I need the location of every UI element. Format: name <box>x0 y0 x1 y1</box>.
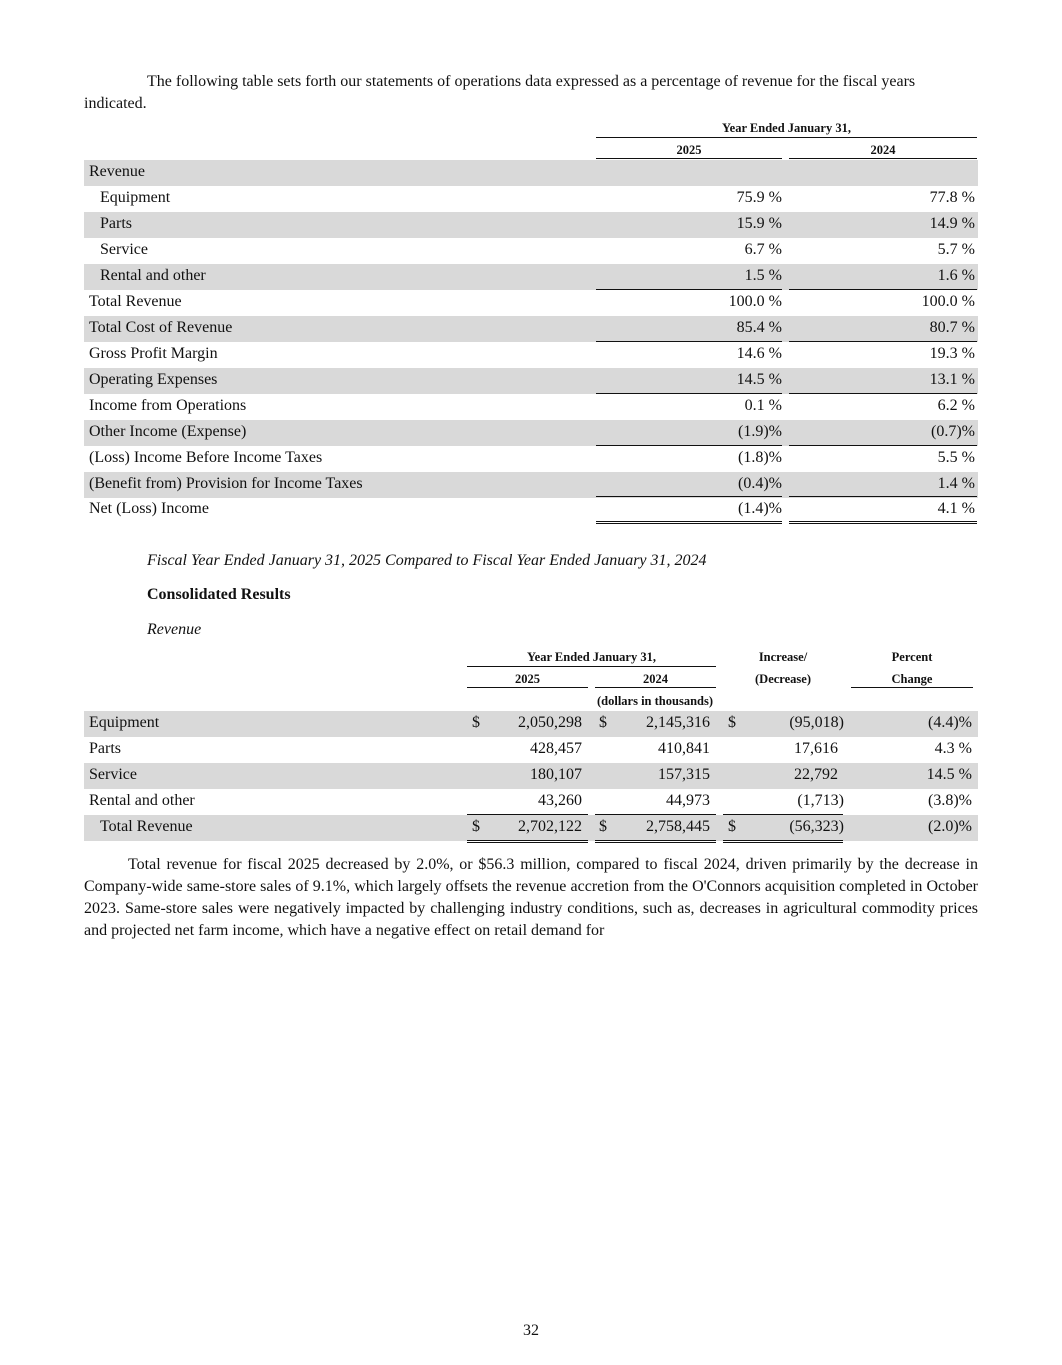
row-label: Total Revenue <box>100 818 193 835</box>
value-change: 22,792 <box>794 766 838 783</box>
table-row <box>84 368 978 394</box>
table1-header-rule <box>596 137 977 138</box>
row-label: Operating Expenses <box>89 371 218 388</box>
value-2025: 180,107 <box>530 766 582 783</box>
table-row <box>84 290 978 316</box>
table2-col-2025: 2025 <box>515 672 540 686</box>
value-2025: (1.8)% <box>738 449 782 466</box>
value-2024: 4.1 % <box>937 500 975 517</box>
value-2024: 6.2 % <box>937 397 975 414</box>
value-2025: 43,260 <box>538 792 582 809</box>
value-2025: 75.9 % <box>736 189 782 206</box>
page-number: 32 <box>523 1322 539 1339</box>
currency-symbol: $ <box>599 818 607 835</box>
subsubsection-title: Revenue <box>147 621 202 638</box>
table-row <box>84 316 978 342</box>
value-2025: 14.6 % <box>736 345 782 362</box>
row-label: Rental and other <box>100 267 206 284</box>
table-row <box>84 212 978 238</box>
table-row <box>84 711 978 737</box>
table1-col-2024: 2024 <box>870 143 896 157</box>
table-row <box>84 737 978 763</box>
currency-symbol: $ <box>472 818 480 835</box>
total-double-rule <box>789 521 977 524</box>
currency-symbol: $ <box>599 714 607 731</box>
table1-col2-rule <box>789 158 977 159</box>
table2-col-rule <box>467 687 588 688</box>
table-row <box>84 394 978 420</box>
value-2025: (1.9)% <box>738 423 782 440</box>
table-row <box>84 763 978 789</box>
currency-symbol: $ <box>728 714 736 731</box>
table1-col1-rule <box>596 158 782 159</box>
intro-paragraph: The following table sets forth our statements of operations data expressed as a percentage of revenue for the fiscal years indicated. <box>84 73 916 112</box>
row-label: (Benefit from) Provision for Income Taxes <box>89 475 363 492</box>
total-double-rule <box>596 521 782 524</box>
row-label: Gross Profit Margin <box>89 345 218 362</box>
value-2025: 14.5 % <box>736 371 782 388</box>
table-row <box>84 186 978 212</box>
table-row <box>84 446 978 472</box>
value-2024: 5.7 % <box>937 241 975 258</box>
currency-symbol: $ <box>728 818 736 835</box>
value-2025: 2,702,122 <box>518 818 582 835</box>
table-row <box>84 264 978 290</box>
row-label: Service <box>89 766 137 783</box>
value-2024: 2,145,316 <box>646 714 710 731</box>
value-2024: 80.7 % <box>929 319 975 336</box>
value-2024: (0.7)% <box>931 423 975 440</box>
value-2025: 0.1 % <box>744 397 782 414</box>
section-title: Fiscal Year Ended January 31, 2025 Compared to Fiscal Year Ended January 31, 2024 <box>147 552 707 569</box>
row-label: Equipment <box>89 714 160 731</box>
value-2024: 1.4 % <box>937 475 975 492</box>
table-row <box>84 342 978 368</box>
revenue-discussion-paragraph: Total revenue for fiscal 2025 decreased by 2.0%, or $56.3 million, compared to fiscal 2024, driven primarily by the decrease in Company-wide same-store sales of 9.1%, which largely offsets the revenue accretion from the O'Connors acquisition completed in October 2023. Same-store sales were negatively impacted by challenging industry conditions, such as, decreases in agricultural commodity prices and projected net farm income, which have a negative effect on retail demand for <box>84 856 978 939</box>
row-label: (Loss) Income Before Income Taxes <box>89 449 323 466</box>
row-label: Parts <box>100 215 132 232</box>
value-change: 17,616 <box>794 740 838 757</box>
value-2024: 2,758,445 <box>646 818 710 835</box>
value-2025: 1.5 % <box>744 267 782 284</box>
value-percent: (2.0)% <box>928 818 972 835</box>
table-row <box>84 497 978 523</box>
table2-col3-bottom: (Decrease) <box>755 672 811 686</box>
table2-units: (dollars in thousands) <box>596 694 713 708</box>
row-label: Service <box>100 241 148 258</box>
value-2024: 100.0 % <box>921 293 975 310</box>
value-2024: 77.8 % <box>929 189 975 206</box>
table-row <box>84 815 978 841</box>
row-label: Rental and other <box>89 792 195 809</box>
value-2024: 13.1 % <box>929 371 975 388</box>
value-2025: 428,457 <box>530 740 582 757</box>
table2-header-rule <box>467 666 716 667</box>
value-2024: 410,841 <box>658 740 710 757</box>
value-percent: (4.4)% <box>928 714 972 731</box>
value-2025: (1.4)% <box>738 500 782 517</box>
value-change: (1,713) <box>797 792 844 809</box>
table-row <box>84 238 978 264</box>
table-row <box>84 420 978 446</box>
value-2025: 100.0 % <box>728 293 782 310</box>
row-label: Income from Operations <box>89 397 247 414</box>
table2-col-rule <box>595 687 716 688</box>
row-label: Revenue <box>89 163 145 180</box>
value-2024: 5.5 % <box>937 449 975 466</box>
value-percent: (3.8)% <box>928 792 972 809</box>
value-2025: (0.4)% <box>738 475 782 492</box>
table-row <box>84 160 978 186</box>
value-change: (95,018) <box>789 714 844 731</box>
value-2025: 15.9 % <box>736 215 782 232</box>
value-2024: 157,315 <box>658 766 710 783</box>
table2-col3-top: Increase/ <box>758 650 808 664</box>
value-2024: 14.9 % <box>929 215 975 232</box>
row-label: Equipment <box>100 189 171 206</box>
row-label: Total Revenue <box>89 293 182 310</box>
row-label: Net (Loss) Income <box>89 500 209 517</box>
value-2025: 2,050,298 <box>518 714 582 731</box>
table2-col4-bottom: Change <box>891 672 933 686</box>
value-2024: 19.3 % <box>929 345 975 362</box>
total-double-rule <box>467 840 588 843</box>
table1-col-2025: 2025 <box>676 143 702 157</box>
table2-col-rule <box>851 687 973 688</box>
table-row <box>84 472 978 498</box>
value-2025: 6.7 % <box>744 241 782 258</box>
value-percent: 4.3 % <box>934 740 972 757</box>
row-label: Other Income (Expense) <box>89 423 247 440</box>
total-double-rule <box>595 840 716 843</box>
table2-col4-top: Percent <box>891 650 933 664</box>
table2-col-2024: 2024 <box>643 672 668 686</box>
row-label: Parts <box>89 740 121 757</box>
table-row <box>84 789 978 815</box>
table1-period-header: Year Ended January 31, <box>722 121 851 135</box>
value-2025: 85.4 % <box>736 319 782 336</box>
currency-symbol: $ <box>472 714 480 731</box>
total-double-rule <box>723 840 843 843</box>
table2-period-header: Year Ended January 31, <box>527 650 656 664</box>
value-2024: 1.6 % <box>937 267 975 284</box>
value-2024: 44,973 <box>666 792 710 809</box>
row-label: Total Cost of Revenue <box>89 319 233 336</box>
value-change: (56,323) <box>789 818 844 835</box>
value-percent: 14.5 % <box>926 766 972 783</box>
subsection-title: Consolidated Results <box>147 586 291 603</box>
